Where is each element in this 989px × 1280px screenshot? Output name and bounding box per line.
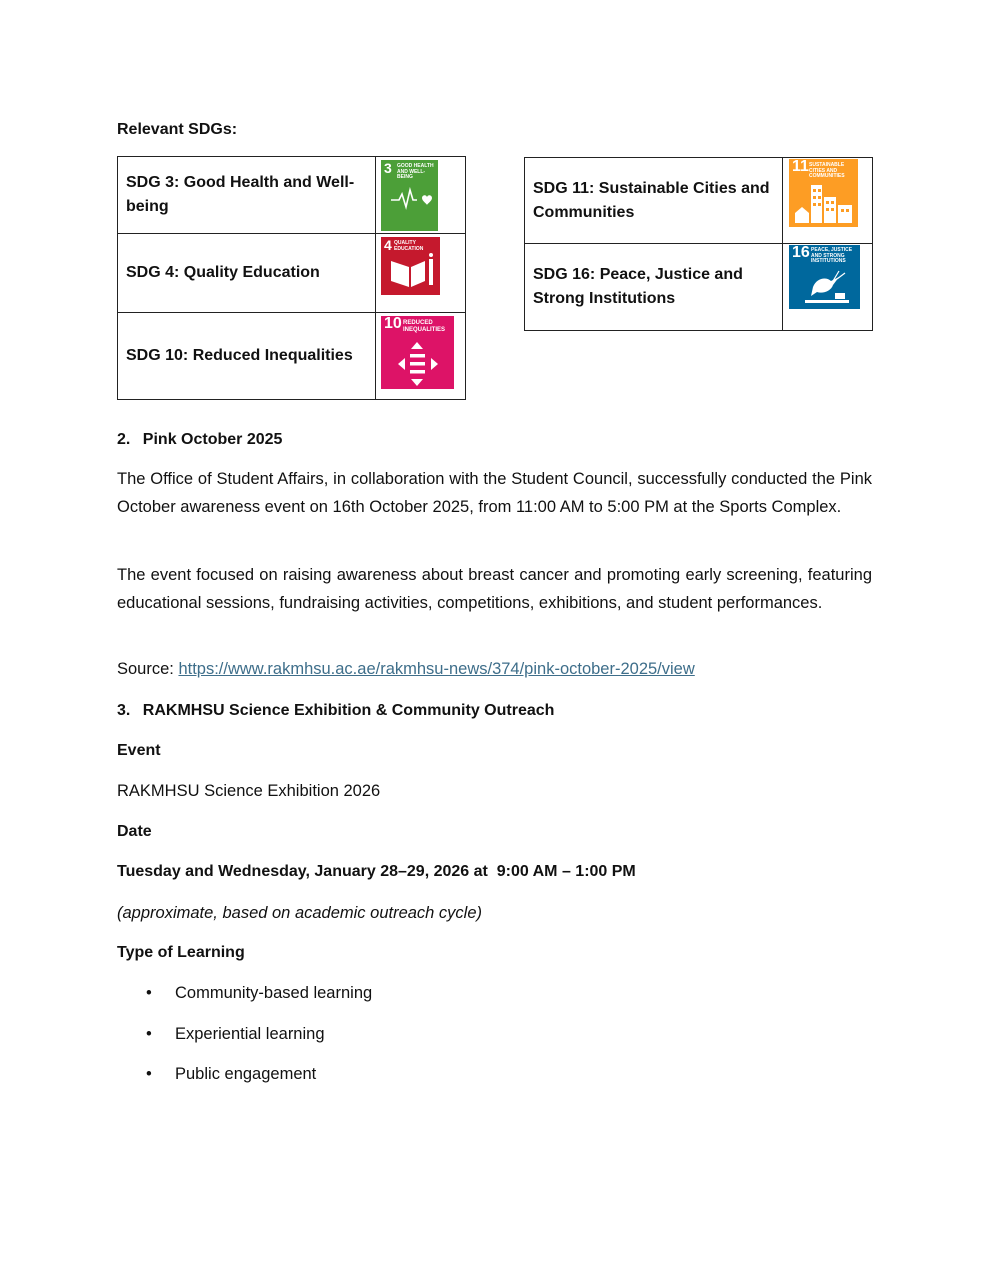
- sdg-heading: Relevant SDGs:: [117, 121, 238, 138]
- date-note: (approximate, based on academic outreach cycle): [117, 904, 483, 922]
- paragraph: The Office of Student Affairs, in collaboration with the Student Council, successfully conducted the Pink October awareness event on 16th October 2025, from 11:00 AM to 5:00 PM at the Sports Complex.: [117, 470, 872, 516]
- sdg-row: [118, 157, 466, 234]
- source-link[interactable]: https://www.rakmhsu.ac.ae/rakmhsu-news/374/pink-october-2025/view: [178, 660, 695, 678]
- list-item: • Public engagement: [117, 1064, 372, 1105]
- sdg-row: [118, 234, 466, 313]
- date-value: Tuesday and Wednesday, January 28–29, 2026 at 9:00 AM – 1:00 PM: [117, 863, 636, 880]
- sdg-3-heartbeat-icon: 3 GOOD HEALTH AND WELL-BEING: [381, 160, 438, 231]
- paragraph: The event focused on raising awareness about breast cancer and promoting early screening, featuring educational sessions, fundraising activities, competitions, exhibitions, and student performances.: [117, 566, 872, 612]
- sdg-table-left: [117, 156, 466, 400]
- sdg-label: SDG 4: Quality Education: [118, 234, 376, 313]
- sdg-icon-cell: [783, 244, 873, 331]
- sdg-icon-cell: [376, 234, 466, 313]
- source-label: Source:: [117, 660, 179, 678]
- sdg-label: SDG 16: Peace, Justice and Strong Institutions: [525, 244, 783, 331]
- section-title: Pink October 2025: [142, 431, 283, 448]
- learning-list: [117, 983, 372, 1105]
- sdg-row: [525, 158, 873, 244]
- sdg-label: SDG 10: Reduced Inequalities: [118, 313, 376, 400]
- section-title: RAKMHSU Science Exhibition & Community Outreach: [142, 702, 555, 719]
- section-3-heading: [117, 701, 554, 721]
- source-line: [117, 659, 695, 679]
- section-2-heading: [117, 430, 282, 450]
- sdg-icon-cell: [783, 158, 873, 244]
- sdg-4-book-pencil-icon: 4 QUALITY EDUCATION: [381, 237, 440, 295]
- sdg-table-right: [524, 157, 873, 331]
- sdg-16-dove-gavel-icon: 16 PEACE, JUSTICE AND STRONG INSTITUTIONS: [789, 245, 860, 309]
- date-label: Date: [117, 823, 152, 840]
- sdg-row: [118, 313, 466, 400]
- event-label: Event: [117, 742, 161, 759]
- section-number: 3.: [117, 702, 131, 719]
- list-item: • Community-based learning: [117, 983, 372, 1024]
- sdg-label: SDG 11: Sustainable Cities and Communities: [525, 158, 783, 244]
- sdg-icon-cell: [376, 157, 466, 234]
- section-number: 2.: [117, 431, 131, 448]
- learning-label: Type of Learning: [117, 944, 245, 961]
- sdg-11-buildings-icon: 11 SUSTAINABLE CITIES AND COMMUNITIES: [789, 159, 858, 227]
- sdg-icon-cell: [376, 313, 466, 400]
- sdg-row: [525, 244, 873, 331]
- list-item: • Experiential learning: [117, 1024, 372, 1065]
- sdg-label: SDG 3: Good Health and Well-being: [118, 157, 376, 234]
- event-value: RAKMHSU Science Exhibition 2026: [117, 782, 381, 800]
- sdg-10-equality-arrows-icon: 10 REDUCED INEQUALITIES: [381, 316, 454, 389]
